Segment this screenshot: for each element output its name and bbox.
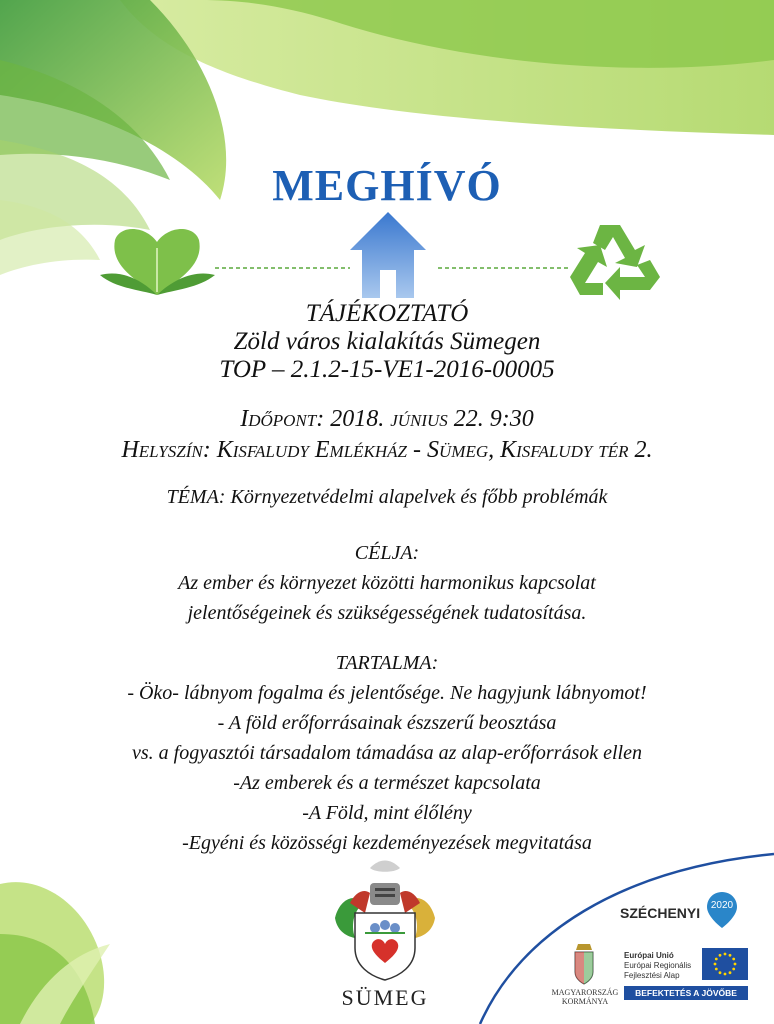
- eu-text: [624, 951, 700, 981]
- szechenyi-label: SZÉCHENYI: [620, 905, 701, 921]
- goal-line: jelentőségeinek és szükségességének tudatosítása.: [187, 602, 587, 624]
- sumeg-crest-icon: [325, 858, 445, 988]
- gov-label: [545, 988, 625, 1006]
- subheading-line1: TÁJÉKOZTATÓ: [305, 300, 469, 327]
- crest-caption: SÜMEG: [341, 985, 429, 1010]
- gov-line1: MAGYARORSZÁG: [551, 988, 619, 997]
- place-label: Helyszín:: [121, 437, 211, 463]
- recycle-icon: [565, 215, 665, 305]
- page-title: MEGHÍVÓ: [272, 161, 502, 210]
- date-label: Időpont:: [240, 406, 325, 432]
- subheading: [0, 300, 774, 384]
- content-label: TARTALMA:: [335, 652, 439, 674]
- house-icon: [348, 210, 428, 300]
- gov-line2: KORMÁNYA: [561, 997, 609, 1006]
- content-line: vs. a fogyasztói társadalom támadása az alap-erőforrások ellen: [132, 742, 642, 764]
- theme-value: Környezetvédelmi alapelvek és főbb problémák: [230, 486, 608, 508]
- content-line: -Az emberek és a természet kapcsolata: [233, 772, 541, 794]
- theme-line: [0, 482, 774, 512]
- goal-section: [0, 538, 774, 628]
- content-line: - A föld erőforrásainak észszerű beosztása: [217, 712, 557, 734]
- slogan-banner: BEFEKTETÉS A JÖVŐBE: [624, 986, 748, 1000]
- szechenyi-year: 2020: [710, 900, 734, 911]
- content-line: - Öko- lábnyom fogalma és jelentősége. Ne hagyjunk lábnyomot!: [127, 682, 647, 704]
- subheading-line3: TOP – 2.1.2-15-VE1-2016-00005: [219, 356, 555, 383]
- place-line: [0, 436, 774, 464]
- leaf-heart-icon: [95, 220, 220, 300]
- eu-flag-icon: [702, 948, 748, 980]
- eu-line3: Fejlesztési Alap: [624, 971, 680, 980]
- dashed-connector-right: [438, 265, 568, 271]
- content-line: -Egyéni és közösségi kezdeményezések megvitatása: [182, 832, 592, 854]
- eu-line1: Európai Unió: [624, 951, 674, 960]
- content-line: -A Föld, mint élőlény: [302, 802, 472, 824]
- eu-line2: Európai Regionális: [624, 961, 692, 970]
- date-line: [0, 405, 774, 433]
- dashed-connector-left: [215, 265, 350, 271]
- date-value: 2018. június 22. 9:30: [330, 406, 534, 432]
- goal-label: CÉLJA:: [354, 542, 420, 564]
- theme-label: TÉMA:: [166, 486, 226, 508]
- goal-line: Az ember és környezet közötti harmonikus kapcsolat: [178, 572, 596, 594]
- content-section: [0, 648, 774, 858]
- hungary-coat-of-arms-icon: [570, 940, 598, 988]
- place-value: Kisfaludy Emlékház - Sümeg, Kisfaludy tér 2.: [216, 437, 653, 463]
- icons-row: [0, 205, 774, 305]
- subheading-line2: Zöld város kialakítás Sümegen: [233, 328, 541, 355]
